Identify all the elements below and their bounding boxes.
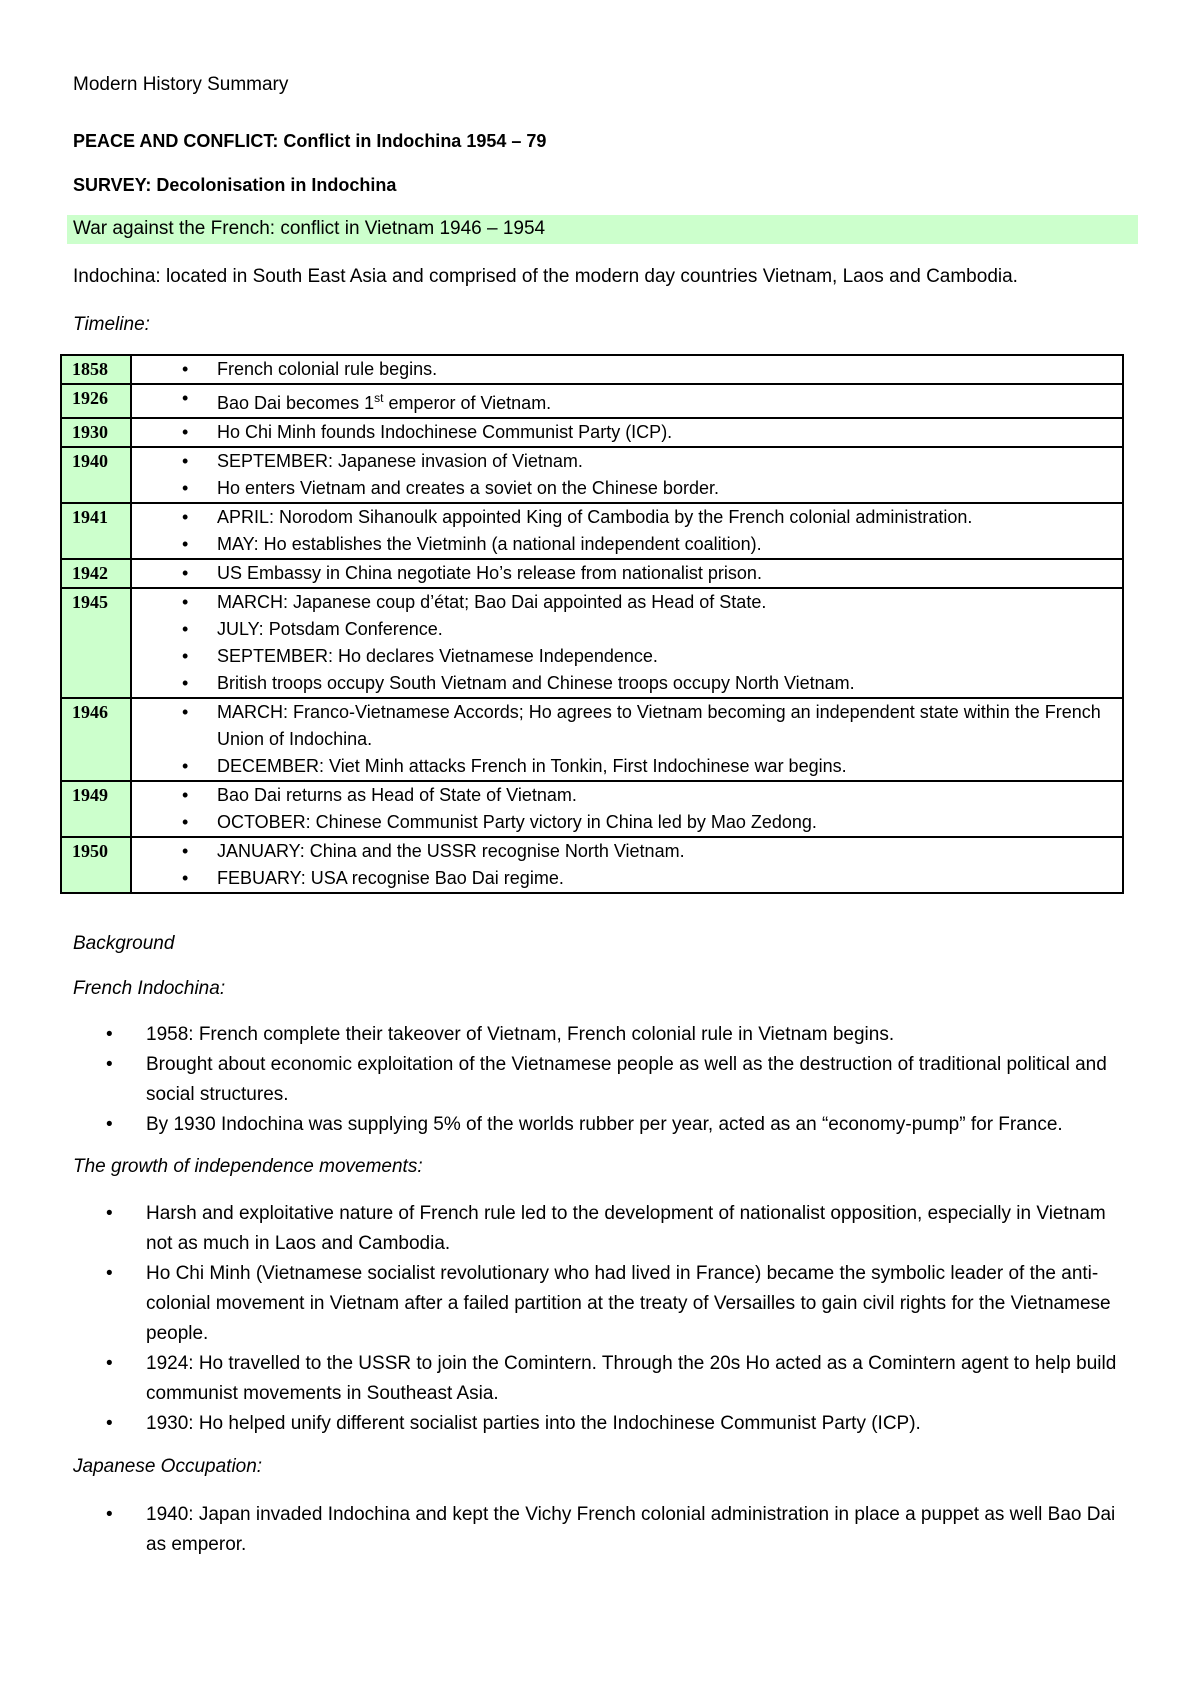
intro-paragraph: Indochina: located in South East Asia and comprised of the modern day countries Vietnam, Laos and Cambodia. <box>73 266 1018 287</box>
bullet-item: • 1940: Japan invaded Indochina and kept the Vichy French colonial administration in place a puppet as well Bao Dai as emperor. <box>73 1500 1133 1560</box>
timeline-year: 1946 <box>61 698 131 781</box>
timeline-event: • FEBUARY: USA recognise Bao Dai regime. <box>132 865 1122 892</box>
timeline-year: 1940 <box>61 447 131 503</box>
timeline-event: • Bao Dai becomes 1st emperor of Vietnam. <box>132 385 1122 417</box>
timeline-events <box>131 698 1123 781</box>
bullet-item: • Ho Chi Minh (Vietnamese socialist revolutionary who had lived in France) became the symbolic leader of the anti-colonial movement in Vietnam after a failed partition at the treaty of Versailles to gain civil rights for the Vietnamese people. <box>73 1259 1133 1349</box>
timeline-event: • US Embassy in China negotiate Ho’s release from nationalist prison. <box>132 560 1122 587</box>
timeline-event: • DECEMBER: Viet Minh attacks French in Tonkin, First Indochinese war begins. <box>132 753 1122 780</box>
timeline-event: • French colonial rule begins. <box>132 356 1122 383</box>
timeline-row <box>61 781 1123 837</box>
timeline-row <box>61 355 1123 384</box>
timeline-events <box>131 781 1123 837</box>
timeline-event: • MARCH: Japanese coup d’état; Bao Dai appointed as Head of State. <box>132 589 1122 616</box>
bullet-item: • By 1930 Indochina was supplying 5% of the worlds rubber per year, acted as an “economy-pump” for France. <box>73 1110 1133 1140</box>
timeline-row <box>61 588 1123 698</box>
timeline-year: 1930 <box>61 418 131 447</box>
timeline-row <box>61 447 1123 503</box>
background-label: Background <box>73 933 175 954</box>
timeline-year: 1950 <box>61 837 131 893</box>
document-title: Modern History Summary <box>73 74 289 95</box>
timeline-year: 1926 <box>61 384 131 418</box>
timeline-events <box>131 837 1123 893</box>
timeline-event: • Ho enters Vietnam and creates a soviet on the Chinese border. <box>132 475 1122 502</box>
timeline-event: • MARCH: Franco-Vietnamese Accords; Ho agrees to Vietnam becoming an independent state within the French Union of Indochina. <box>132 699 1122 753</box>
highlighted-section-heading: War against the French: conflict in Vietnam 1946 – 1954 <box>67 215 1138 244</box>
topic-heading: PEACE AND CONFLICT: Conflict in Indochina 1954 – 79 <box>73 131 547 151</box>
timeline-row <box>61 559 1123 588</box>
timeline-event: • MAY: Ho establishes the Vietminh (a national independent coalition). <box>132 531 1122 558</box>
french-indochina-label: French Indochina: <box>73 978 226 999</box>
timeline-events <box>131 418 1123 447</box>
timeline-event: • Ho Chi Minh founds Indochinese Communist Party (ICP). <box>132 419 1122 446</box>
bullet-item: • 1930: Ho helped unify different socialist parties into the Indochinese Communist Party (ICP). <box>73 1409 1133 1439</box>
bullet-item: • Brought about economic exploitation of the Vietnamese people as well as the destruction of traditional political and social structures. <box>73 1050 1133 1110</box>
timeline-event: • British troops occupy South Vietnam and Chinese troops occupy North Vietnam. <box>132 670 1122 697</box>
bullet-item: • Harsh and exploitative nature of French rule led to the development of nationalist opposition, especially in Vietnam not as much in Laos and Cambodia. <box>73 1199 1133 1259</box>
timeline-event: • APRIL: Norodom Sihanoulk appointed King of Cambodia by the French colonial administration. <box>132 504 1122 531</box>
timeline-label: Timeline: <box>73 314 150 335</box>
timeline-row <box>61 418 1123 447</box>
timeline-row <box>61 698 1123 781</box>
timeline-row <box>61 384 1123 418</box>
timeline-events <box>131 588 1123 698</box>
growth-label: The growth of independence movements: <box>73 1156 423 1177</box>
growth-list <box>73 1199 1133 1439</box>
timeline-event: • SEPTEMBER: Ho declares Vietnamese Independence. <box>132 643 1122 670</box>
bullet-item: • 1958: French complete their takeover of Vietnam, French colonial rule in Vietnam begins. <box>73 1020 1133 1050</box>
timeline-year: 1858 <box>61 355 131 384</box>
japanese-occupation-label: Japanese Occupation: <box>73 1456 263 1477</box>
timeline-events <box>131 384 1123 418</box>
japanese-occupation-list <box>73 1500 1133 1560</box>
timeline-year: 1949 <box>61 781 131 837</box>
timeline-event: • JANUARY: China and the USSR recognise North Vietnam. <box>132 838 1122 865</box>
bullet-item: • 1924: Ho travelled to the USSR to join the Comintern. Through the 20s Ho acted as a Comintern agent to help build communist movements in Southeast Asia. <box>73 1349 1133 1409</box>
timeline-row <box>61 503 1123 559</box>
survey-heading: SURVEY: Decolonisation in Indochina <box>73 175 397 195</box>
timeline-events <box>131 447 1123 503</box>
timeline-events <box>131 355 1123 384</box>
timeline-events <box>131 559 1123 588</box>
timeline-event: • JULY: Potsdam Conference. <box>132 616 1122 643</box>
timeline-event: • SEPTEMBER: Japanese invasion of Vietnam. <box>132 448 1122 475</box>
timeline-year: 1945 <box>61 588 131 698</box>
french-indochina-list <box>73 1020 1133 1140</box>
timeline-events <box>131 503 1123 559</box>
timeline-event: • OCTOBER: Chinese Communist Party victory in China led by Mao Zedong. <box>132 809 1122 836</box>
timeline-event: • Bao Dai returns as Head of State of Vietnam. <box>132 782 1122 809</box>
timeline-table <box>60 354 1124 894</box>
timeline-year: 1942 <box>61 559 131 588</box>
timeline-year: 1941 <box>61 503 131 559</box>
timeline-row <box>61 837 1123 893</box>
